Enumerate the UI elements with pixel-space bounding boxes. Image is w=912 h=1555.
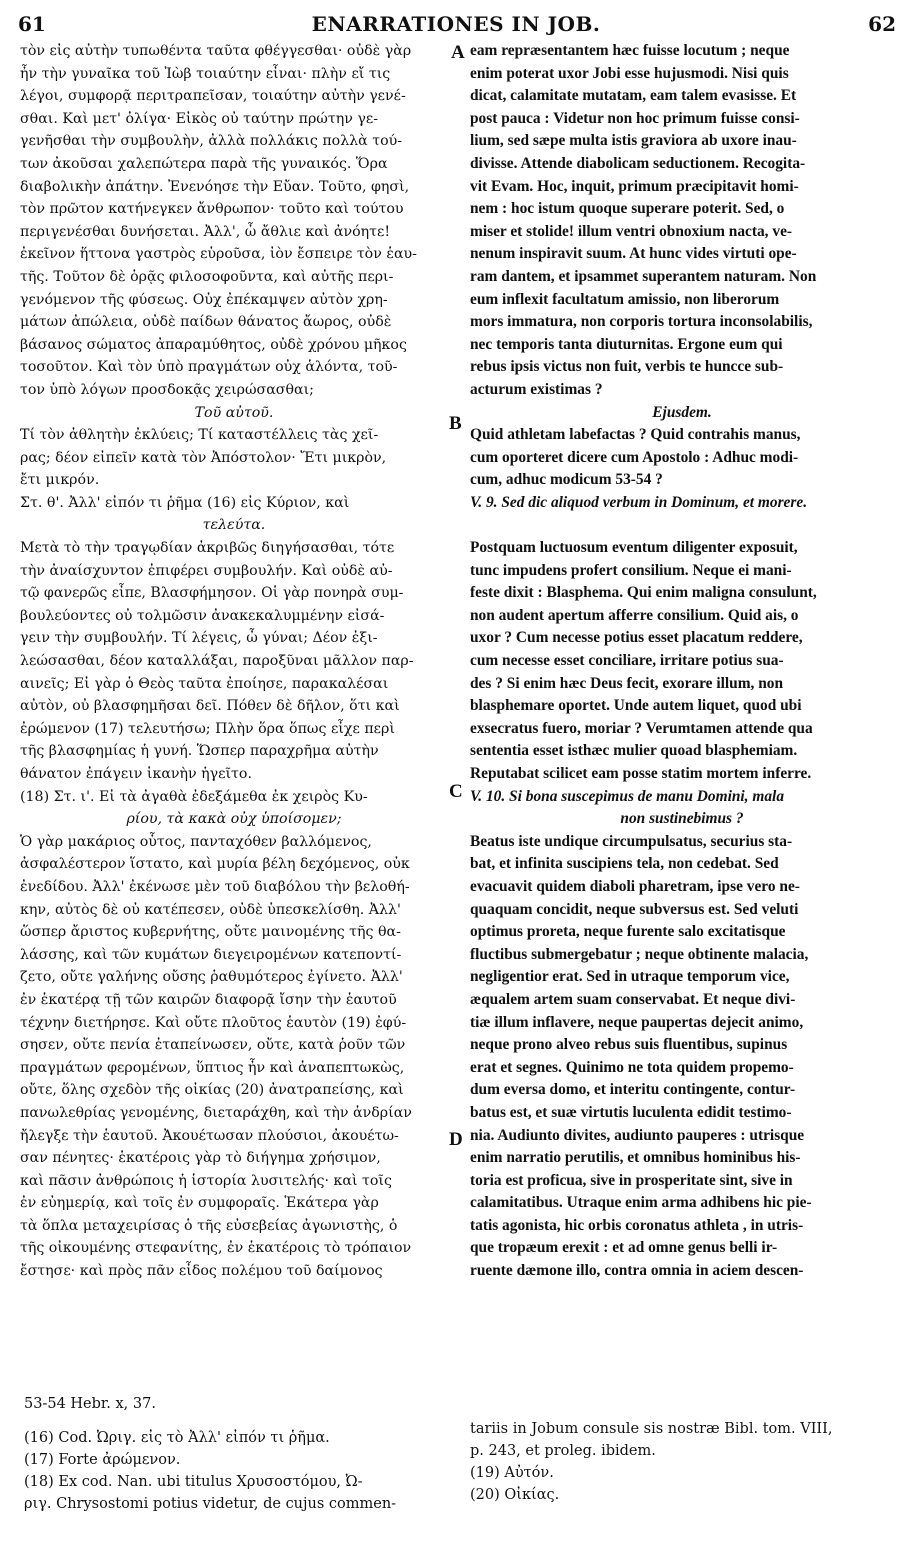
latin-text-line: miser et stolide! illum ventri obnoxium nacta, ve-: [470, 222, 793, 240]
greek-text-line: των ἀκοῦσαι χαλεπώτερα παρὰ τῆς γυναικός. Ὅρα: [20, 155, 388, 172]
latin-text-line: tiæ illum inflavere, neque paupertas dejecit animo,: [470, 1013, 804, 1031]
latin-text-line: cum necesse esset conciliare, irritare potius sua-: [470, 652, 784, 670]
latin-text-line: evacuavit quidem diaboli pharetram, ipse vero ne-: [470, 877, 800, 895]
latin-text-line: tatis agonista, hic orbis coronatus athleta , in utris-: [470, 1216, 804, 1234]
greek-text-line: τὰ ὅπλα μεταχειρίσας ὁ τῆς εὐσεβείας ἀγωνιστὴς, ὁ: [20, 1217, 398, 1234]
footnote-line: 53-54 Hebr. x, 37.: [24, 1396, 156, 1412]
footnote-line: p. 243, et proleg. ibidem.: [470, 1443, 656, 1459]
latin-text-line: æqualem artem suam conservabat. Et neque divi-: [470, 990, 796, 1008]
greek-text-line: Τί τὸν ἀθλητὴν ἐκλύεις; Τί καταστέλλεις τὰς χεῖ-: [20, 427, 379, 444]
greek-text-line: ἐκεῖνον ἥττονα γαστρὸς εὑροῦσα, ἰὸν ἔσπειρε τὸν ἑαυ-: [20, 246, 417, 263]
greek-text-line: Ὁ γὰρ μακάριος οὗτος, πανταχόθεν βαλλόμενος,: [20, 833, 372, 850]
greek-text-line: Τοῦ αὐτοῦ.: [194, 404, 274, 421]
latin-text-line: neque prono alveo rebus suis fluentibus, supinus: [470, 1036, 788, 1054]
greek-text-line: Μετὰ τὸ τὴν τραγῳδίαν ἀκριβῶς διηγήσασθαι, τότε: [20, 540, 395, 557]
footnote-line: (19) Αὐτόν.: [470, 1465, 554, 1481]
latin-text-line: Ejusdem.: [652, 403, 712, 421]
greek-text-line: τῆς βλασφημίας ἡ γυνή. Ὥσπερ παραχρῆμα αὐτὴν: [20, 743, 379, 760]
page-number-right: 62: [868, 12, 896, 36]
greek-text-line: σθαι. Καὶ μετ' ὀλίγα· Εἰκὸς οὐ ταύτην πρώτην γε-: [20, 110, 378, 127]
greek-text-line: διαβολικὴν ἀπάτην. Ἐνενόησε τὴν Εὔαν. Τοῦτο, φησὶ,: [20, 178, 410, 195]
latin-text-line: tunc impudens profert consilium. Neque ei mani-: [470, 561, 792, 579]
greek-text-line: ἤλεγξε τὴν ἑαυτοῦ. Ἀκουέτωσαν πλούσιοι, ἀκουέτω-: [20, 1127, 399, 1144]
greek-text-line: ἦν τὴν γυναῖκα τοῦ Ἰὼβ τοιαύτην εἶναι· πλὴν εἴ τις: [20, 65, 391, 82]
greek-text-line: τῆς. Τοῦτον δὲ ὁρᾷς φιλοσοφοῦντα, καὶ αὐτῆς περι-: [20, 268, 394, 285]
greek-text-line: ζετο, οὔτε γαλήνης οὔσης ῥαθυμότερος ἐγίνετο. Ἀλλ': [20, 969, 403, 986]
latin-text-line: Postquam luctuosum eventum diligenter exposuit,: [470, 539, 798, 557]
latin-text-line: cum oporteret dicere cum Apostolo : Adhuc modi-: [470, 448, 799, 466]
latin-text-line: sententia esset isthæc mulier quoad blasphemiam.: [470, 742, 798, 760]
latin-text-line: optimus proreta, neque furente salo excitatisque: [470, 923, 786, 941]
latin-text-line: fluctibus submergebatur ; neque obtinente malacia,: [470, 945, 809, 963]
latin-column: [470, 40, 894, 1283]
latin-text-line: ruente dæmone illo, contra omnia in aciem descen-: [470, 1262, 804, 1280]
latin-text-line: V. 9. Sed dic aliquod verbum in Dominum, et morere.: [470, 493, 808, 511]
greek-text-line: Στ. θ'. Ἀλλ' εἰπόν τι ῥῆμα (16) εἰς Κύριον, καὶ: [20, 494, 350, 511]
greek-text-line: θάνατον ἐπάγειν ἱκανὴν ἡγεῖτο.: [20, 766, 252, 782]
greek-text-line: αινεῖς; Εἰ γὰρ ὁ Θεὸς ταῦτα ἐποίησε, παρακαλέσαι: [20, 675, 389, 692]
greek-text-line: ἔτι μικρόν.: [20, 472, 100, 489]
latin-text-line: erat et segnes. Quinimo ne tota quidem propemo-: [470, 1058, 794, 1076]
greek-text-line: τὴν ἀναίσχυντον ἐπιφέρει συμβουλήν. Καὶ οὐδὲ αὐ-: [20, 562, 393, 579]
footnote-line: (16) Cod. Ὠριγ. εἰς τὸ Ἀλλ' εἰπόν τι ῥῆμα.: [24, 1430, 330, 1446]
latin-text-line: bat, et infinita suscipiens tela, non cedebat. Sed: [470, 855, 779, 873]
greek-text-line: τῆς οἰκουμένης στεφανίτης, ἐν ἑκατέροις τὸ τρόπαιον: [20, 1240, 412, 1257]
latin-text-line: vit Evam. Hoc, inquit, primum præcipitavit homi-: [470, 177, 799, 195]
latin-text-line: divisse. Attende diabolicam seductionem. Recogita-: [470, 154, 806, 172]
footnote-line: tariis in Jobum consule sis nostræ Bibl. tom. VIII,: [470, 1421, 833, 1437]
greek-text-line: ἐρώμενον (17) τελευτήσω; Πλὴν ὅρα ὅπως εἶχε περὶ: [20, 720, 395, 737]
greek-text-line: μάτων ἀπώλεια, οὐδὲ παίδων θάνατος ἄωρος, οὐδὲ: [20, 314, 392, 331]
greek-text-line: καὶ πᾶσιν ἀνθρώποις ἡ ἱστορία λυσιτελής· καὶ τοῖς: [20, 1172, 392, 1189]
greek-text-line: γενῆσθαι τὴν συμβουλὴν, ἀλλὰ πολλάκις πολλὰ τού-: [20, 133, 403, 150]
greek-text-line: σαν πένητες· ἑκατέροις γὰρ τὸ διήγημα χρήσιμον,: [20, 1150, 381, 1167]
greek-text-line: ἔστησε· καὶ πρὸς πᾶν εἶδος πολέμου τοῦ δαίμονος: [20, 1263, 383, 1280]
greek-text-line: γειν τὴν συμβουλήν. Τί λέγεις, ὦ γύναι; Δέον ἐξι-: [20, 630, 378, 647]
footnote-line: (18) Ex cod. Nan. ubi titulus Χρυσοστόμου, Ὠ-: [24, 1474, 363, 1490]
greek-text-line: τέχνην διετήρησε. Καὶ οὔτε πλοῦτος ἑαυτὸν (19) ἐφύ-: [20, 1014, 407, 1031]
footnotes-left: [24, 1427, 444, 1515]
latin-text-line: des ? Si enim hæc Deus fecit, exorare illum, non: [470, 674, 784, 692]
latin-text-line: que tropæum erexit : et ad omne genus belli ir-: [470, 1239, 778, 1257]
greek-text-line: πραγμάτων φερομένων, ὕπτιος ἦν καὶ ἀναπεπτωκὼς,: [20, 1059, 405, 1076]
footnote-line: (17) Forte ἀρώμενον.: [24, 1452, 181, 1468]
latin-text-line: V. 10. Si bona suscepimus de manu Domini, mala: [470, 787, 785, 805]
latin-text-line: blasphemare oportet. Unde autem liquet, quod ubi: [470, 697, 802, 715]
paragraph-gap: [470, 514, 894, 537]
greek-text-line: τελεύτα.: [202, 517, 266, 534]
greek-text-line: τὸν εἰς αὐτὴν τυπωθέντα ταῦτα φθέγγεσθαι· οὐδὲ γὰρ: [20, 43, 412, 59]
margin-letter-d: D: [449, 1129, 463, 1150]
greek-text-line: ὥσπερ ἄριστος κυβερνήτης, οὔτε μαινομένης τῆς θα-: [20, 924, 401, 941]
latin-text-line: calamitatibus. Utraque enim arma adhibens hic pie-: [470, 1194, 812, 1212]
greek-text-line: (18) Στ. ι'. Εἰ τὰ ἀγαθὰ ἐδεξάμεθα ἐκ χειρὸς Κυ-: [20, 788, 368, 805]
greek-text-line: κην, αὐτὸς δὲ οὐ κατέπεσεν, οὐδὲ ὑπεσκελίσθη. Ἀλλ': [20, 901, 401, 918]
latin-text-line: nia. Audiunto divites, audiunto pauperes : utrisque: [470, 1126, 805, 1144]
latin-text-line: negligentior erat. Sed in utraque temporum vice,: [470, 968, 790, 986]
latin-text-line: Beatus iste undique circumpulsatus, securius sta-: [470, 832, 793, 850]
latin-text-line: quaquam concidit, neque subversus est. Sed veluti: [470, 900, 799, 918]
latin-text-line: nenum inspiravit suum. At hunc vides virtuti ope-: [470, 245, 797, 263]
footnote-line: ριγ. Chrysostomi potius videtur, de cujus commen-: [24, 1496, 397, 1512]
latin-text-line: Reputabat scilicet eam posse statim mortem inferre.: [470, 765, 812, 782]
latin-text-line: post pauca : Videtur non hoc primum fuisse consi-: [470, 109, 800, 127]
latin-text-line: enim poterat uxor Jobi esse hujusmodi. Nisi quis: [470, 64, 789, 82]
footnotes-right: [470, 1418, 894, 1506]
margin-letter-c: C: [449, 781, 463, 802]
latin-text-line: nem : hoc istum quoque superare poterit. Sed, o: [470, 200, 785, 218]
greek-text-line: ρας; δέον εἰπεῖν κατὰ τὸν Ἀπόστολον· Ἔτι μικρὸν,: [20, 449, 387, 466]
latin-text-line: uxor ? Cum necesse potius esset placatum reddere,: [470, 629, 803, 647]
greek-text-line: λεώσασθαι, δέον καταλλάξαι, παροξῦναι μᾶλλον παρ-: [20, 653, 414, 670]
latin-text-line: non audent apertum afferre consilium. Quid ais, o: [470, 606, 799, 624]
greek-column: [20, 40, 448, 1283]
greek-text-line: λάσσης, καὶ τῶν κυμάτων διεγειρομένων κατεποντί-: [20, 946, 402, 963]
latin-text-line: non sustinebimus ?: [620, 810, 744, 828]
greek-text-line: ἀσφαλέστερον ἵστατο, καὶ μυρία βέλη δεχόμενος, οὐκ: [20, 856, 410, 873]
greek-text-line: τοσοῦτον. Καὶ τὸν ὑπὸ πραγμάτων οὐχ ἁλόντα, τοῦ-: [20, 359, 398, 376]
greek-text-line: βουλεύοντες οὐ τολμῶσιν ἀνακεκαλυμμένην εἰσά-: [20, 607, 385, 624]
greek-text-line: λέγοι, συμφορᾷ περιτραπεῖσαν, τοιαύτην αὐτὴν γενέ-: [20, 88, 406, 105]
latin-text-line: batus est, et suæ virtutis luculenta edidit testimo-: [470, 1103, 792, 1121]
scripture-footnote: [24, 1393, 444, 1415]
footnote-line: (20) Οἰκίας.: [470, 1487, 560, 1503]
greek-text-line: αὐτὸν, οὐ βλασφημῆσαι δεῖ. Πόθεν δὲ δῆλον, ὅτι καὶ: [20, 698, 400, 715]
latin-text-line: nec temporis tanta diuturnitas. Ergone eum qui: [470, 335, 783, 353]
latin-text-line: acturum existimas ?: [470, 380, 603, 398]
latin-text-line: dicat, calamitate mutatam, eam talem evasisse. Et: [470, 87, 797, 105]
latin-text-line: toria est proficua, sive in prosperitate sint, sive in: [470, 1171, 793, 1189]
greek-text-line: ρίου, τὰ κακὰ οὐχ ὑποίσομεν;: [126, 811, 342, 828]
greek-text-line: ἐν εὐημερίᾳ, καὶ τοῖς ἐν συμφοραῖς. Ἑκάτερα γὰρ: [20, 1195, 379, 1212]
latin-text-line: eam repræsentantem hæc fuisse locutum ; neque: [470, 42, 790, 59]
margin-letter-a: A: [451, 42, 465, 63]
latin-text-line: feste dixit : Blasphema. Qui enim maligna consulunt,: [470, 584, 817, 602]
latin-text-line: rebus ipsis victus non fuit, verbis te huncce sub-: [470, 358, 784, 376]
margin-letter-b: B: [449, 413, 462, 434]
greek-text-line: γενόμενον τῆς φύσεως. Οὐχ ἐπέκαμψεν αὐτὸν χρη-: [20, 291, 388, 308]
latin-text-line: enim narratio perutilis, et omnibus hominibus his-: [470, 1149, 801, 1167]
greek-text-line: βάσανος σώματος ἀπαραμύθητος, οὐδὲ χρόνου μῆκος: [20, 336, 407, 353]
greek-text-line: πανωλεθρίας γενομένης, διεταράχθη, καὶ τὴν ἀνδρίαν: [20, 1104, 412, 1121]
greek-text-line: τον ὑπὸ λόγων προσδοκᾷς χειρώσασθαι;: [20, 381, 314, 398]
greek-text-line: ἐνεδίδου. Ἀλλ' ἐκένωσε μὲν τοῦ διαβόλου τὴν βελοθή-: [20, 878, 410, 895]
page-number-left: 61: [18, 12, 46, 36]
greek-text-line: τῷ φανερῶς εἶπε, Βλασφήμησον. Οἱ γὰρ πονηρὰ συμ-: [20, 585, 404, 602]
latin-text-line: exsecratus fuero, moriar ? Verumtamen attende qua: [470, 719, 813, 737]
latin-text-line: dum eversa domo, et interitu contingente, contur-: [470, 1081, 796, 1099]
greek-text-line: περιγενέσθαι δυνήσεται. Ἀλλ', ὦ ἄθλιε καὶ ἀνόητε!: [20, 223, 391, 240]
latin-text-line: cum, adhuc modicum 53-54 ?: [470, 471, 663, 489]
latin-text-line: eum inflexit facultatum amissio, non liberorum: [470, 290, 780, 308]
latin-text-line: mors immatura, non corporis tortura inconsolabilis,: [470, 313, 813, 331]
latin-text-line: Quid athletam labefactas ? Quid contrahis manus,: [470, 426, 801, 444]
greek-text-line: τὸν πρῶτον κατήνεγκεν ἄνθρωπον· τοῦτο καὶ τούτου: [20, 201, 404, 218]
greek-text-line: ἐν ἑκατέρᾳ τῇ τῶν καιρῶν διαφορᾷ ἴσην τὴν ἑαυτοῦ: [20, 991, 397, 1008]
greek-text-line: σησεν, οὔτε πενία ἐταπείνωσεν, οὔτε, κατὰ ῥοῦν τῶν: [20, 1037, 406, 1054]
greek-text-line: οὔτε, ὅλης σχεδὸν τῆς οἰκίας (20) ἀνατραπείσης, καὶ: [20, 1082, 404, 1099]
running-title: ENARRATIONES IN JOB.: [311, 12, 601, 36]
latin-text-line: lium, sed sæpe multa istis graviora ab uxore inau-: [470, 132, 797, 150]
latin-text-line: ram dantem, et ipsammet superantem naturam. Non: [470, 267, 817, 285]
